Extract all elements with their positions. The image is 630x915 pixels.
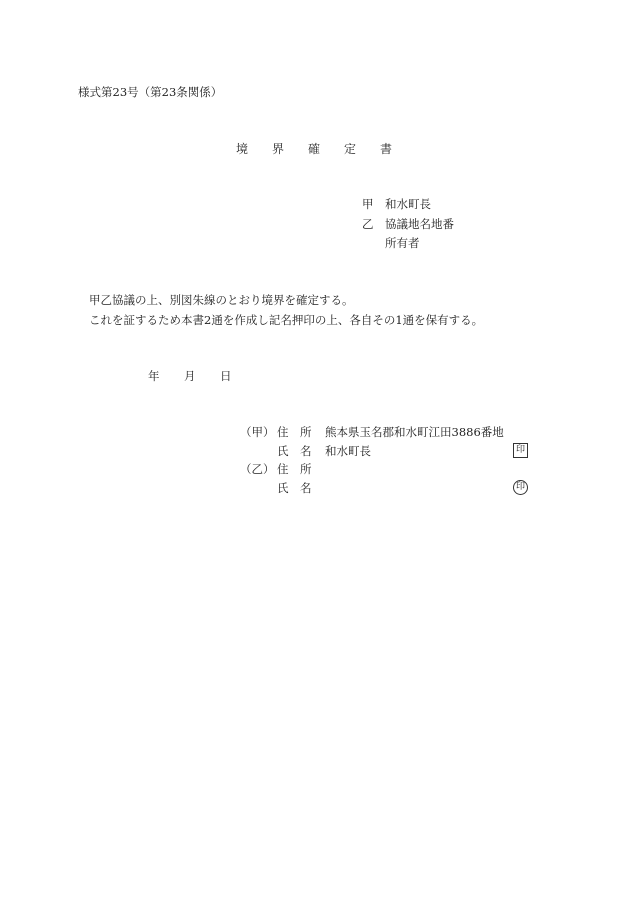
title-char: 確 [308,142,321,156]
party-otsu-label: （乙） [240,462,275,476]
party-otsu-mark: 乙 [362,217,374,231]
body-line-2: これを証するため本書2通を作成し記名押印の上、各自その1通を保有する。 [89,313,484,327]
body-line-1: 甲乙協議の上、別図朱線のとおり境界を確定する。 [89,293,354,307]
date-day-label: 日 [220,369,232,383]
ko-name-value: 和水町長 [325,444,371,458]
address-label: 住 所 [277,462,312,476]
ko-address-value: 熊本県玉名郡和水町江田3886番地 [325,425,504,439]
seal-circle-icon: 印 [513,480,528,495]
party-ko-mark: 甲 [362,197,374,211]
name-label: 氏 名 [277,444,312,458]
date-month-label: 月 [184,369,196,383]
title-char: 界 [272,142,285,156]
party-ko-label: （甲） [240,425,275,439]
title-char: 書 [380,142,393,156]
party-otsu-value: 協議地名地番 [385,217,454,231]
date-year-label: 年 [148,369,160,383]
party-ko-value: 和水町長 [385,197,431,211]
title-char: 定 [344,142,357,156]
address-label: 住 所 [277,425,312,439]
form-number: 様式第23号（第23条関係） [78,85,223,99]
document-title [236,141,416,157]
name-label: 氏 名 [277,481,312,495]
title-char: 境 [236,142,249,156]
date-line [148,368,232,384]
party-owner-label: 所有者 [385,236,420,250]
seal-square-icon: 印 [513,443,528,458]
